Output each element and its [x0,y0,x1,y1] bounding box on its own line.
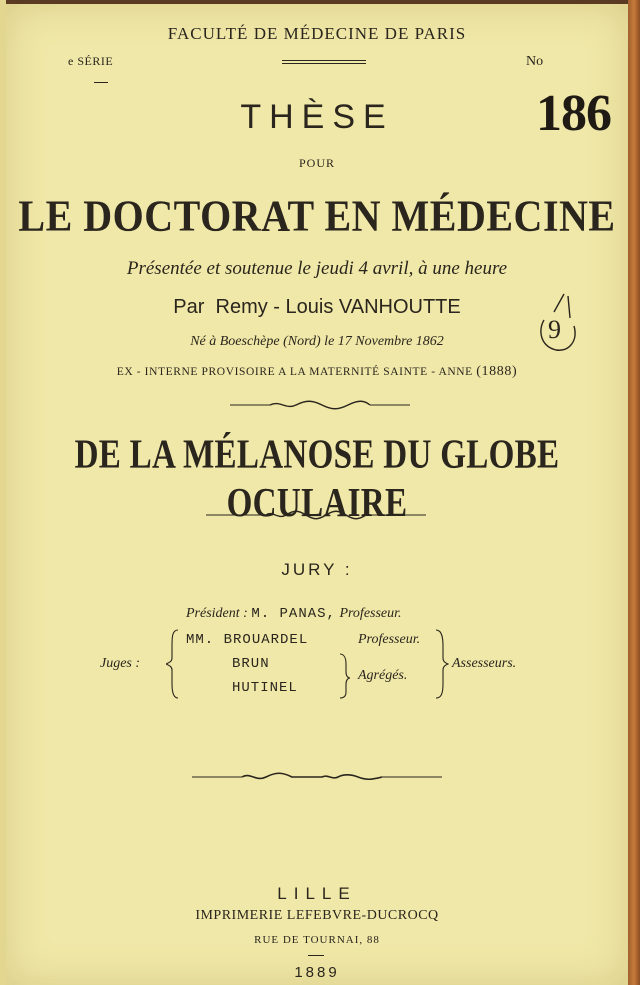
president-name: M. PANAS, [251,606,336,622]
presentation-line: Présentée et soutenue le jeudi 4 avril, à une heure [126,258,508,279]
ex-interne-year: (1888) [476,364,518,379]
juge-name: BROUARDEL [223,632,309,648]
faculty-heading: FACULTÉ DE MÉDECINE DE PARIS [167,24,467,43]
par-label: Par [173,296,205,318]
handwritten-mark-text: 9 [548,315,561,344]
these-heading: THÈSE [240,98,394,136]
printer-address: RUE DE TOURNAI, 88 [254,934,380,946]
mm-label: MM. [186,632,215,648]
number-label: No [526,54,544,69]
publication-year: 1889 [294,964,340,981]
double-rule [282,60,366,64]
thesis-subject: DE LA MÉLANOSE DU GLOBE OCULAIRE [74,430,560,526]
city: LILLE [277,884,357,903]
juge-name: BRUN [232,656,270,672]
ornament-rule-icon [192,770,442,784]
ex-interne-text: EX - INTERNE PROVISOIRE A LA MATERNITÉ SAINTE - ANNE [116,366,473,378]
president-line [186,606,402,622]
dash-rule [94,82,108,83]
title-page [6,4,628,985]
stamp-number: 186 [536,85,611,142]
juge-name: HUTINEL [232,680,298,696]
birth-line: Né à Boeschèpe (Nord) le 17 Novembre 1862 [190,334,444,349]
ornament-rule-icon [230,398,410,412]
series-label: e SÉRIE [68,54,114,68]
jury-row-1 [186,632,308,648]
jury-heading: JURY : [281,560,353,579]
doctorat-title: LE DOCTORAT EN MÉDECINE [18,190,616,241]
president-role: Professeur. [339,606,402,621]
ornament-rule-icon [206,508,426,522]
printer: IMPRIMERIE LEFEBVRE-DUCROCQ [195,908,439,923]
pour-label: POUR [298,156,335,170]
dash-rule [308,955,324,956]
book-spine-edge [628,0,640,985]
assesseurs-label: Assesseurs. [452,656,517,671]
president-label: Président : [186,606,248,621]
agreges-label: Agrégés. [358,668,408,683]
professeur-label: Professeur. [358,632,421,647]
juges-label: Juges : [100,656,141,671]
author-name: Remy - Louis VANHOUTTE [215,296,461,318]
ex-interne-line [6,364,628,380]
